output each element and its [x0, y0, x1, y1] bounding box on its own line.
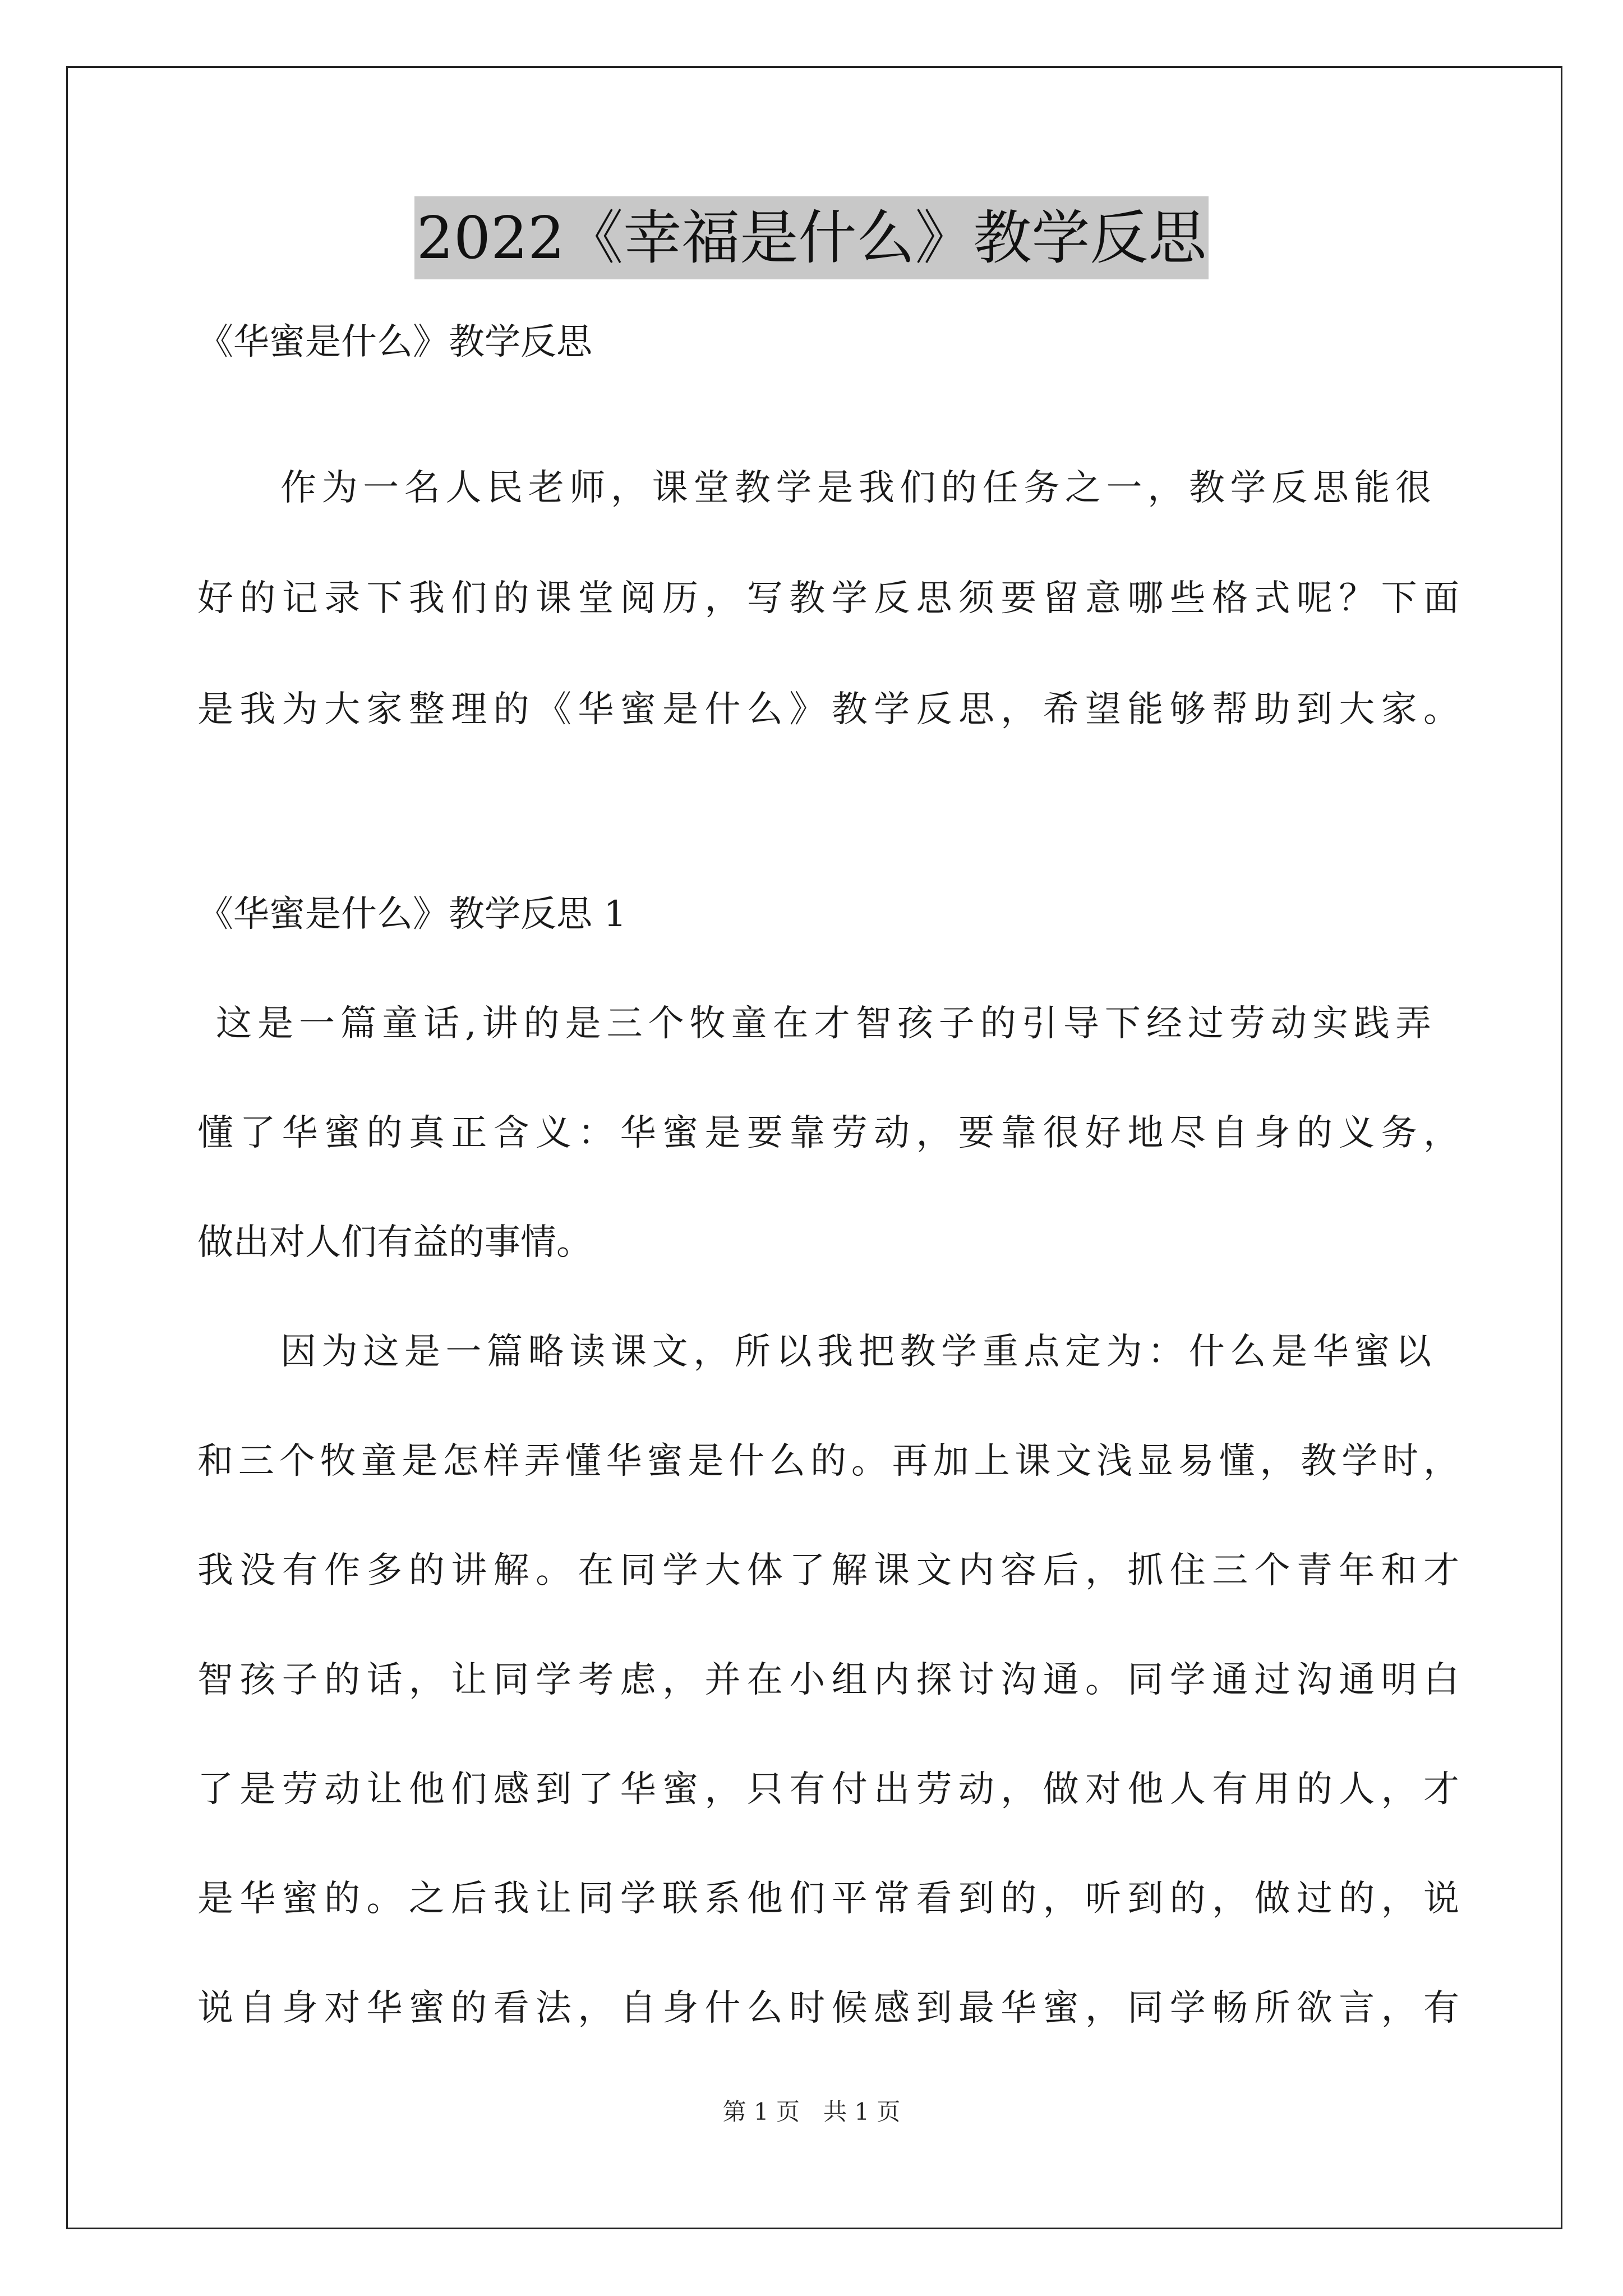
paragraph-2-line-4: 智孩子的话，让同学考虑，并在小组内探讨沟通。同学通过沟通明白: [197, 1659, 1459, 1701]
paragraph-1-line-2: 懂了华蜜的真正含义：华蜜是要靠劳动，要靠很好地尽自身的义务，: [197, 1112, 1459, 1154]
section-heading-1: 《华蜜是什么》教学反思 1: [197, 894, 627, 935]
paragraph-2-line-3: 我没有作多的讲解。在同学大体了解课文内容后，抓住三个青年和才: [197, 1550, 1459, 1591]
paragraph-2-line-2: 和三个牧童是怎样弄懂华蜜是什么的。再加上课文浅显易懂，教学时，: [197, 1441, 1459, 1482]
page-footer: 第 1 页 共 1 页: [722, 2098, 901, 2125]
intro-line-3: 是我为大家整理的《华蜜是什么》教学反思，希望能够帮助到大家。: [197, 689, 1459, 730]
subtitle: 《华蜜是什么》教学反思: [197, 321, 592, 363]
paragraph-2-line-1: 因为这是一篇略读课文，所以我把教学重点定为：什么是华蜜以: [280, 1331, 1431, 1373]
paragraph-1-line-1: 这是一篇童话,讲的是三个牧童在才智孩子的引导下经过劳动实践弄: [216, 1003, 1431, 1045]
document-title: 2022《幸福是什么》教学反思: [414, 196, 1209, 279]
paragraph-2-line-7: 说自身对华蜜的看法，自身什么时候感到最华蜜，同学畅所欲言，有: [197, 1987, 1459, 2029]
paragraph-2-line-6: 是华蜜的。之后我让同学联系他们平常看到的，听到的，做过的，说: [197, 1878, 1459, 1920]
title-wrap: [0, 196, 1623, 279]
paragraph-1-line-3: 做出对人们有益的事情。: [197, 1222, 592, 1263]
intro-line-1: 作为一名人民老师，课堂教学是我们的任务之一，教学反思能很: [280, 467, 1431, 509]
paragraph-2-line-5: 了是劳动让他们感到了华蜜，只有付出劳动，做对他人有用的人，才: [197, 1769, 1459, 1810]
intro-line-2: 好的记录下我们的课堂阅历，写教学反思须要留意哪些格式呢？下面: [197, 578, 1459, 619]
